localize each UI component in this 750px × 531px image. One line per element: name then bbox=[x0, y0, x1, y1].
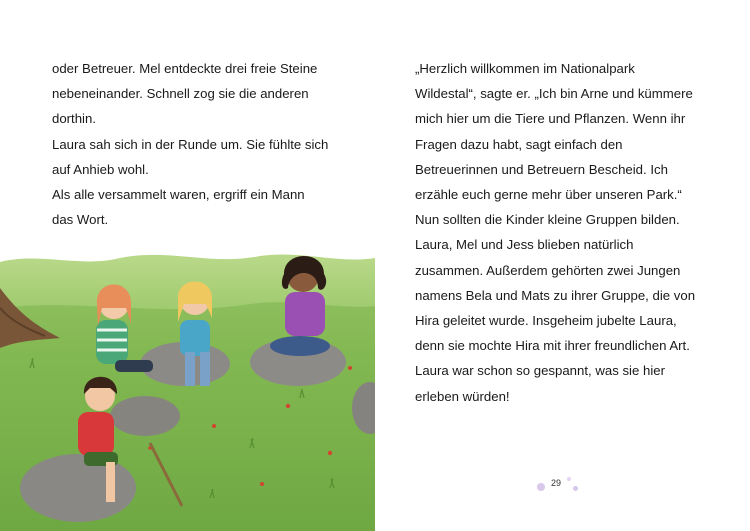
text-line: Nun sollten die Kinder kleine Gruppen bilden. bbox=[415, 212, 680, 228]
text-line: Betreuerinnen und Betreuern Bescheid. Ich bbox=[415, 161, 668, 177]
text-line: Als alle versammelt waren, ergriff ein Mann bbox=[52, 187, 305, 203]
text-line: Laura sah sich in der Runde um. Sie fühlte sich bbox=[52, 136, 329, 152]
text-line: nebeneinander. Schnell zog sie die anderen bbox=[52, 86, 309, 102]
text-line: denn sie mochte Hira mit ihrer freundlichen Art. bbox=[415, 338, 690, 354]
text-line: das Wort. bbox=[52, 212, 109, 228]
text-line: namens Bela und Mats zu ihrer Gruppe, die von bbox=[415, 287, 696, 303]
page-number: 29 bbox=[551, 478, 562, 488]
children-on-stones-illustration bbox=[0, 248, 375, 531]
text-line: dorthin. bbox=[52, 111, 96, 127]
text-line: auf Anhieb wohl. bbox=[52, 161, 149, 177]
right-page-text bbox=[415, 56, 735, 409]
text-line: Laura, Mel und Jess blieben natürlich bbox=[415, 237, 634, 253]
text-line: erleben würden! bbox=[415, 388, 510, 404]
left-page-text bbox=[52, 56, 352, 232]
text-line: mich hier um die Tiere und Pflanzen. Wenn ihr bbox=[415, 111, 686, 127]
right-page bbox=[375, 0, 750, 531]
text-line: Laura war schon so gespannt, was sie hier bbox=[415, 363, 665, 379]
text-line: Hira geleitet wurde. Insgeheim jubelte Laura, bbox=[415, 313, 677, 329]
decorative-dot bbox=[537, 483, 545, 491]
text-line: Wildestal“, sagte er. „Ich bin Arne und kümmere bbox=[415, 86, 693, 102]
text-line: Fragen dazu habt, sagt einfach den bbox=[415, 136, 623, 152]
decorative-dot bbox=[573, 486, 578, 491]
text-line: oder Betreuer. Mel entdeckte drei freie Steine bbox=[52, 61, 318, 76]
text-line: „Herzlich willkommen im Nationalpark bbox=[415, 61, 635, 76]
decorative-dot bbox=[567, 477, 571, 481]
text-line: erzähle euch gerne mehr über unseren Park.“ bbox=[415, 187, 682, 203]
text-line: zusammen. Außerdem gehörten zwei Jungen bbox=[415, 262, 681, 278]
